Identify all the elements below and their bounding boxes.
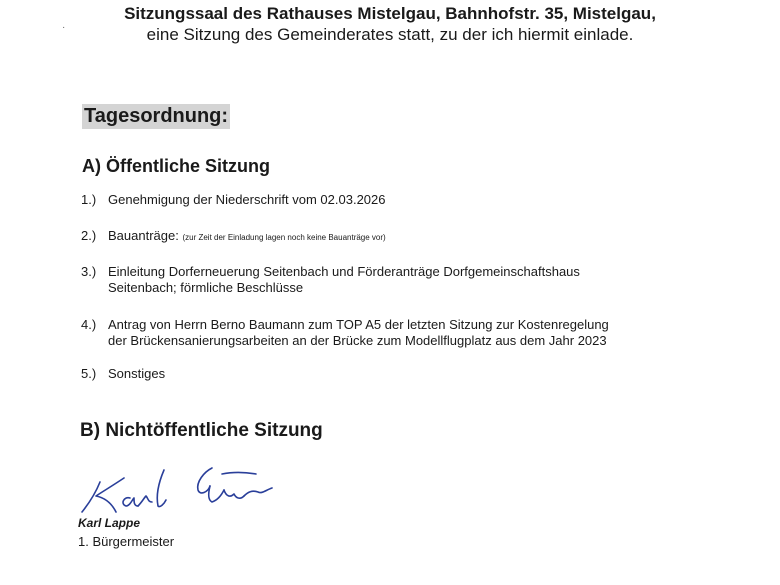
section-a-heading: A) Öffentliche Sitzung [82,156,270,176]
item-number: 5.) [81,366,97,381]
agenda-item-5 [81,366,165,382]
section-b-heading: B) Nichtöffentliche Sitzung [80,420,323,441]
agenda-title: Tagesordnung: [84,105,229,127]
item-text-continued: Seitenbach; förmliche Beschlüsse [108,280,304,295]
intro-line-2: eine Sitzung des Gemeinderates statt, zu der ich hiermit einlade. [146,25,634,44]
item-number: 3.) [81,264,97,279]
handwritten-signature [72,460,292,520]
item-number: 1.) [81,192,97,207]
agenda-item-1 [81,192,386,208]
intro-line-1: Sitzungssaal des Rathauses Mistelgau, Bahnhofstr. 35, Mistelgau, [124,4,656,23]
item-number: 2.) [81,228,97,243]
signer-role: 1. Bürgermeister [78,534,175,549]
signer-name: Karl Lappe [78,516,141,530]
item-text: Sonstiges [108,366,166,381]
item-text-continued: der Brückensanierungsarbeiten an der Brücke zum Modellflugplatz aus dem Jahr 2023 [108,333,607,348]
item-text: Antrag von Herrn Berno Baumann zum TOP A5 der letzten Sitzung zur Kostenregelung [108,317,609,332]
item-number: 4.) [81,317,97,332]
agenda-item-4 [81,317,609,349]
agenda-item-2 [81,228,386,246]
item-text: Einleitung Dorferneuerung Seitenbach und Förderanträge Dorfgemeinschaftshaus [108,264,580,279]
item-note: (zur Zeit der Einladung lagen noch keine Bauanträge vor) [182,233,386,242]
item-text: Bauanträge: [108,228,179,243]
agenda-item-3 [81,264,580,296]
scan-speck: · [62,22,66,33]
item-text: Genehmigung der Niederschrift vom 02.03.2026 [108,192,386,207]
